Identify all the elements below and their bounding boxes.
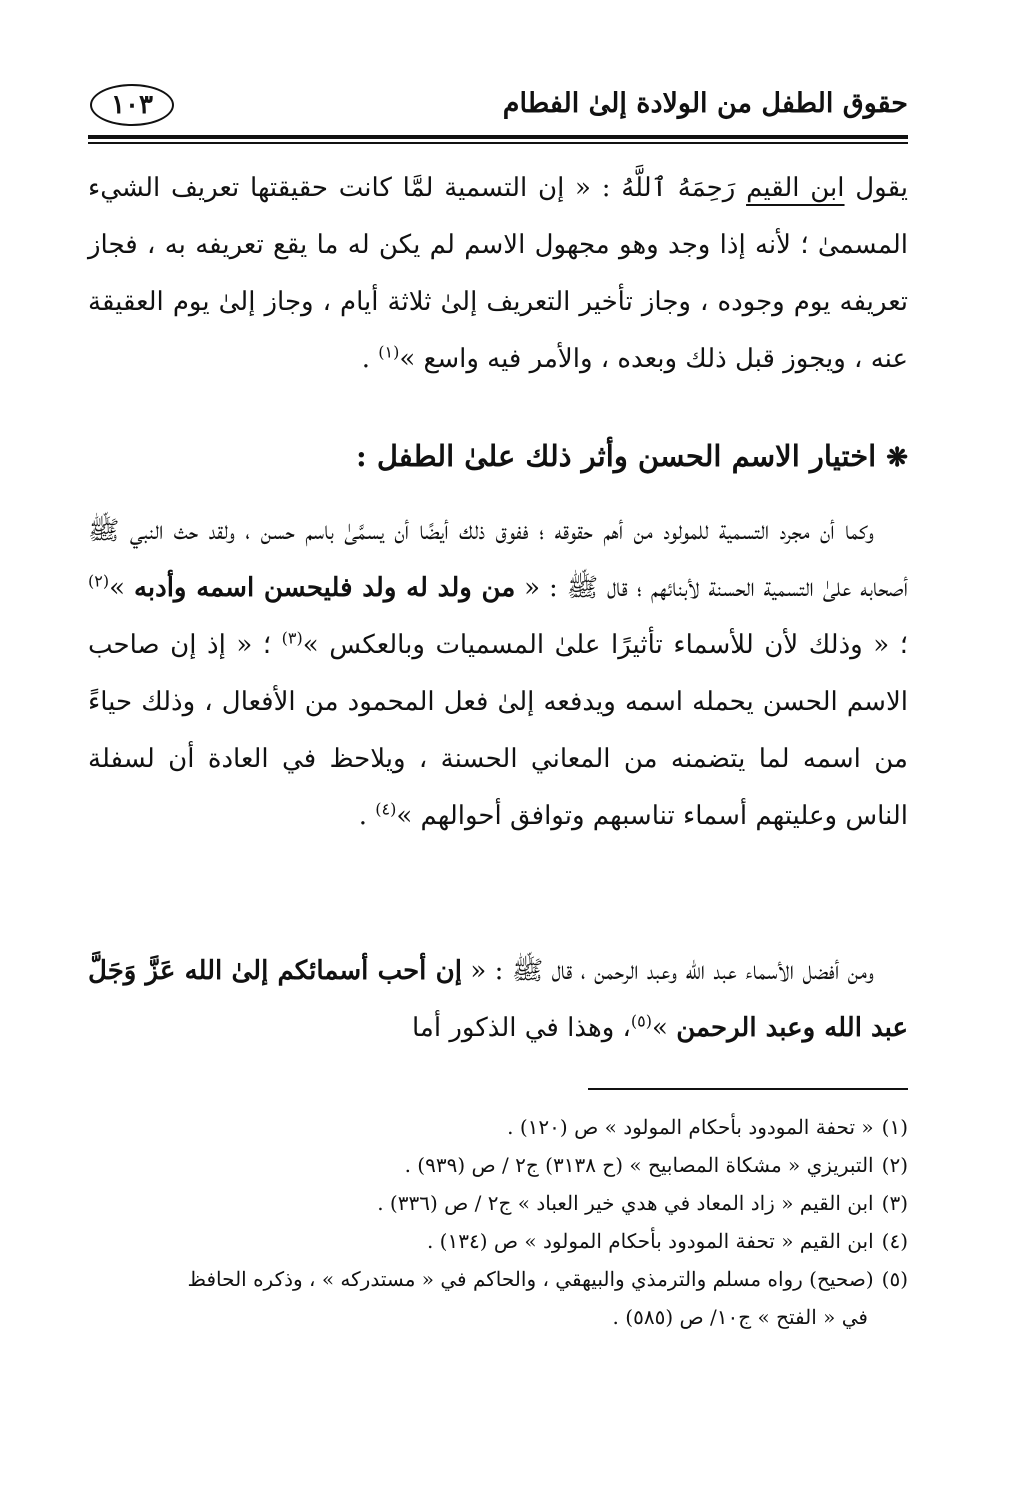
page-number-badge: ١٠٣ bbox=[90, 84, 174, 126]
footnote-separator bbox=[588, 1088, 908, 1090]
footnote-number: (١) bbox=[881, 1115, 908, 1139]
paragraph3-text-c: » bbox=[652, 1013, 677, 1043]
paragraph-ibn-al-qayyim bbox=[88, 160, 908, 388]
section-heading-text: اختيار الاسم الحسن وأثر ذلك علىٰ الطفل : bbox=[356, 439, 877, 473]
header-rule-thick bbox=[88, 135, 908, 139]
hadith-quote-1: من ولد له ولد فليحسن اسمه وأدبه bbox=[133, 573, 516, 603]
footnote-item bbox=[88, 1260, 908, 1336]
footnote-number: (٤) bbox=[881, 1229, 908, 1253]
footnote-text: ابن القيم « تحفة المودود بأحكام المولود » ص (١٣٤) . bbox=[426, 1229, 874, 1253]
footnote-item bbox=[88, 1146, 908, 1184]
book-page bbox=[88, 0, 908, 1490]
footnote-item bbox=[88, 1108, 908, 1146]
footnote-text: (صحيح) رواه مسلم والترمذي والبيهقي ، والحاكم في « مستدركه » ، وذكره الحافظ bbox=[187, 1267, 874, 1291]
footnote-item bbox=[88, 1222, 908, 1260]
paragraph3-text-d: ، وهذا في الذكور أما bbox=[412, 1013, 631, 1043]
paragraph2-text-c: » bbox=[109, 573, 134, 603]
footnote-ref-3: (٣) bbox=[281, 628, 303, 648]
footnotes bbox=[88, 1108, 908, 1336]
footnote-continuation: في « الفتح » ج١٠/ ص (٥٨٥) . bbox=[612, 1305, 868, 1329]
footnote-number: (٥) bbox=[881, 1267, 908, 1291]
paragraph2-text-e: ؛ « إذ إن صاحب الاسم الحسن يحمله اسمه ويدفعه إلىٰ فعل المحمود من الأفعال ، وذلك حياءً من اسمه لما يتضمنه من المعاني الحسنة ، ويلاحظ في العادة أن لسفلة الناس وعليتهم أسماء تناسبهم وتوافق أحوالهم » bbox=[88, 630, 908, 831]
paragraph1-text-c: رَحِمَهُ ٱللَّهُ : « إن التسمية لمَّا كانت حقيقتها تعريف الشيء المسمىٰ ؛ لأنه إذا وجد وهو مجهول الاسم لم يكن له ما يقع تعريفه به ، فجاز تعريفه يوم وجوده ، وجاز تأخير التعريف إلىٰ ثلاثة أيام ، وجاز إلىٰ يوم العقيقة عنه ، ويجوز قبل ذلك وبعده ، والأمر فيه واسع » bbox=[88, 173, 908, 374]
paragraph1-text-a: يقول bbox=[844, 173, 908, 203]
footnote-number: (٢) bbox=[881, 1153, 908, 1177]
paragraph-good-name bbox=[88, 503, 908, 845]
footnote-text: ابن القيم « زاد المعاد في هدي خير العباد » ج٢ / ص (٣٣٦) . bbox=[377, 1191, 874, 1215]
paragraph-best-names bbox=[88, 943, 908, 1057]
footnote-ref-2: (٢) bbox=[88, 571, 110, 591]
header-rule-thin bbox=[88, 142, 908, 144]
footnote-number: (٣) bbox=[881, 1191, 908, 1215]
page-header bbox=[88, 82, 908, 132]
footnote-text: « تحفة المودود بأحكام المولود » ص (١٢٠) . bbox=[507, 1115, 874, 1139]
footnote-ref-1: (١) bbox=[378, 342, 400, 362]
running-title: حقوق الطفل من الولادة إلىٰ الفطام bbox=[502, 88, 908, 119]
paragraph2-text-f: . bbox=[358, 801, 376, 831]
footnote-ref-4: (٤) bbox=[375, 799, 397, 819]
star-icon: ❋ bbox=[886, 443, 908, 473]
paragraph1-text-d: . bbox=[361, 344, 379, 374]
paragraph2-text-a: وكما أن مجرد التسمية للمولود من أهم حقوقه ؛ ففوق ذلك أيضًا أن يسمَّىٰ باسم حسن ، ولقد حث النبي ﷺ أصحابه علىٰ التسمية الحسنة لأبنائهم ؛ قال ﷺ : « bbox=[88, 516, 908, 603]
footnote-text: التبريزي « مشكاة المصابيح » (ح ٣١٣٨) ج٢ / ص (٩٣٩) . bbox=[404, 1153, 874, 1177]
paragraph1-author-underlined: ابن القيم bbox=[746, 173, 845, 203]
footnote-item bbox=[88, 1184, 908, 1222]
hadith-quote-2: إن أحب أسمائكم إلىٰ الله عَزَّ وَجَلَّ عبد الله وعبد الرحمن bbox=[88, 956, 908, 1043]
section-heading bbox=[356, 428, 908, 487]
footnote-ref-5: (٥) bbox=[630, 1011, 653, 1031]
paragraph2-text-d: ؛ « وذلك لأن للأسماء تأثيرًا علىٰ المسميات وبالعكس » bbox=[302, 630, 909, 660]
paragraph3-text-a: ومن أفضل الأسماء عبد الله وعبد الرحمن ، قال ﷺ : « bbox=[461, 956, 874, 986]
